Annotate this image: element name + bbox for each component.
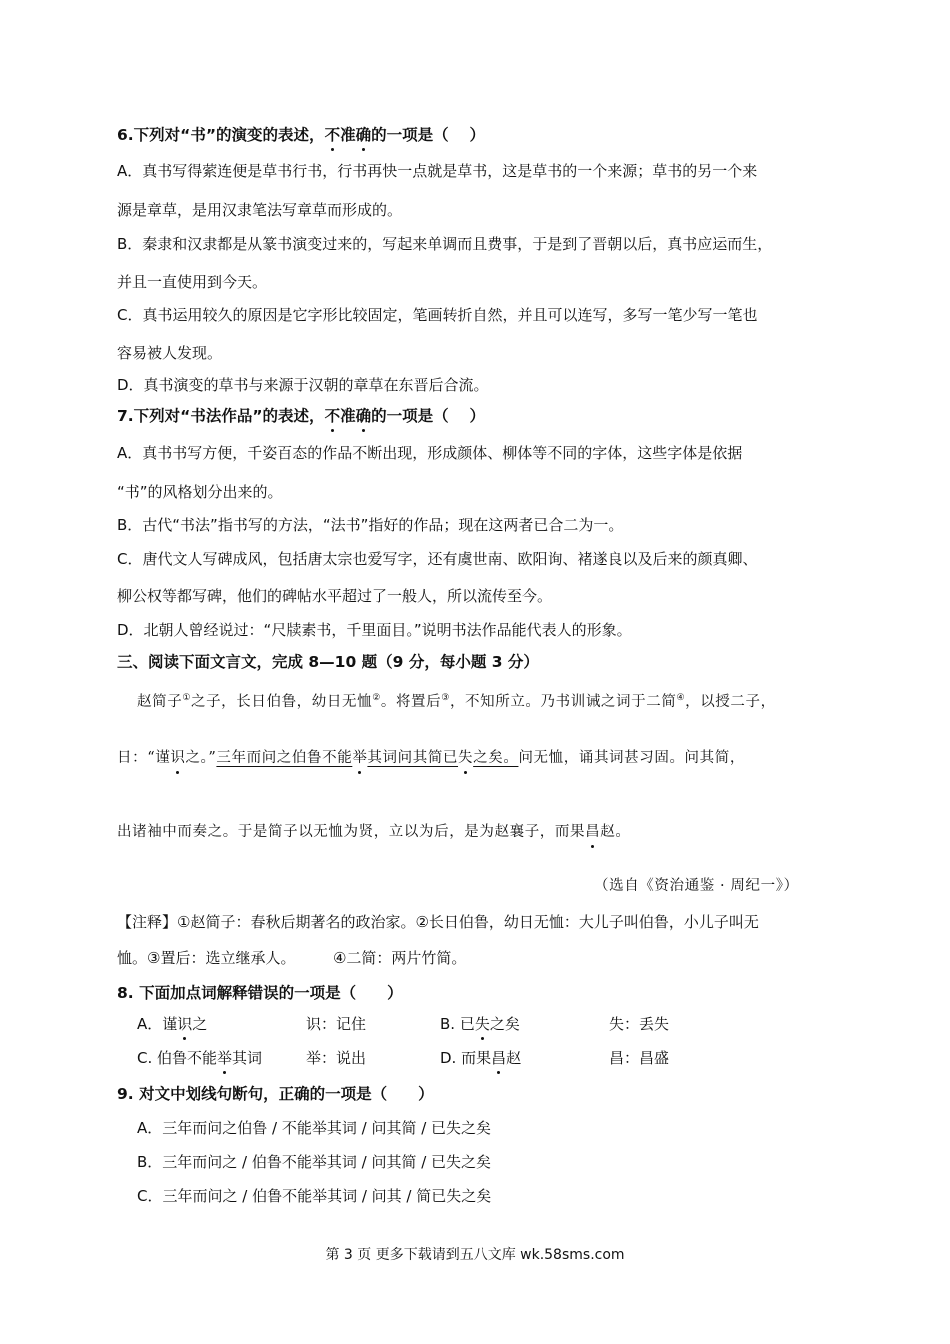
q7-option-a-line1: A．真书书写方便，千姿百态的作品不断出现，形成颜体、柳体等不同的字体，这些字体是依据 (117, 444, 743, 462)
q6-option-a-line1: A．真书写得萦连便是草书行书，行书再快一点就是草书，这是草书的一个来源；草书的另一个来 (117, 162, 758, 180)
q9-option-a: A．三年而问之伯鲁 / 不能举其词 / 问其简 / 已失之矣 (137, 1119, 492, 1137)
q7-option-a-line2: “书”的风格划分出来的。 (117, 483, 283, 501)
q8-option-a: A．谨识之 (137, 1015, 208, 1033)
passage-line2: 日：“谨识之。”三年而问之伯鲁不能举其词问其简已失之矣。问无恤，诵其词甚习固。问其简， (117, 750, 745, 766)
passage-line3: 出诸袖中而奏之。于是简子以无恤为贤，立以为后，是为赵襄子，而果昌赵。 (117, 824, 631, 840)
q7-option-b: B．古代“书法”指书写的方法，“法书”指好的作品；现在这两者已合二为一。 (117, 516, 624, 534)
q9-stem: 9. 对文中划线句断句，正确的一项是（ ） (117, 1085, 434, 1103)
q7-stem: 7.下列对“书法作品”的表述，不准确的一项是（ ） (117, 407, 486, 425)
q6-option-d: D．真书演变的草书与来源于汉朝的章草在东晋后合流。 (117, 376, 489, 394)
q6-option-c-line2: 容易被人发现。 (117, 344, 223, 362)
underlined-sentence: 三年而问之伯鲁不能举其词问其简已失之矣。 (216, 750, 519, 766)
q8-option-a-def: 识：记住 (306, 1015, 367, 1033)
q8-stem: 8. 下面加点词解释错误的一项是（ ） (117, 984, 403, 1002)
q8-option-b: B. 已失之矣 (440, 1015, 520, 1033)
page-footer: 第 3 页 更多下载请到五八文库 wk.58sms.com (325, 1247, 625, 1263)
notes-line2: 恤。③置后：选立继承人。 ④二简：两片竹简。 (117, 949, 467, 967)
q6-stem: 6.下列对“书”的演变的表述，不准确的一项是（ ） (117, 126, 486, 144)
q8-option-c: C. 伯鲁不能举其词 (137, 1049, 263, 1067)
section3-heading: 三、阅读下面文言文，完成 8—10 题（9 分，每小题 3 分） (117, 653, 539, 671)
q9-option-c: C．三年而问之 / 伯鲁不能举其词 / 问其 / 简已失之矣 (137, 1187, 492, 1205)
passage-line1: 赵简子①之子，长日伯鲁，幼日无恤②。将置后③，不知所立。乃书训诫之词于二简④，以授二子， (137, 693, 776, 710)
q7-option-c-line2: 柳公权等都写碑，他们的碑帖水平超过了一般人，所以流传至今。 (117, 587, 553, 605)
passage-source: （选自《资治通鉴 · 周纪一》） (594, 878, 799, 894)
q7-option-d: D．北朝人曾经说过：“尺牍素书，千里面目。”说明书法作品能代表人的形象。 (117, 621, 632, 639)
q7-option-c-line1: C．唐代文人写碑成风，包括唐太宗也爱写字，还有虞世南、欧阳询、褚遂良以及后来的颜真卿、 (117, 550, 758, 568)
q6-option-b-line2: 并且一直使用到今天。 (117, 273, 268, 291)
q6-option-b-line1: B．秦隶和汉隶都是从篆书演变过来的，写起来单调而且费事，于是到了晋朝以后，真书应运而生， (117, 235, 773, 253)
q8-option-b-def: 失：丢失 (609, 1015, 670, 1033)
notes-line1: 【注释】①赵简子：春秋后期著名的政治家。②长日伯鲁，幼日无恤：大儿子叫伯鲁，小儿子叫无 (117, 913, 759, 931)
q6-option-c-line1: C．真书运用较久的原因是它字形比较固定，笔画转折自然，并且可以连写，多写一笔少写一笔也 (117, 306, 758, 324)
q8-option-d-def: 昌：昌盛 (609, 1049, 670, 1067)
q8-option-d: D. 而果昌赵 (440, 1049, 522, 1067)
q9-option-b: B．三年而问之 / 伯鲁不能举其词 / 问其简 / 已失之矣 (137, 1153, 492, 1171)
q8-option-c-def: 举：说出 (306, 1049, 367, 1067)
q6-option-a-line2: 源是章草，是用汉隶笔法写章草而形成的。 (117, 201, 403, 219)
